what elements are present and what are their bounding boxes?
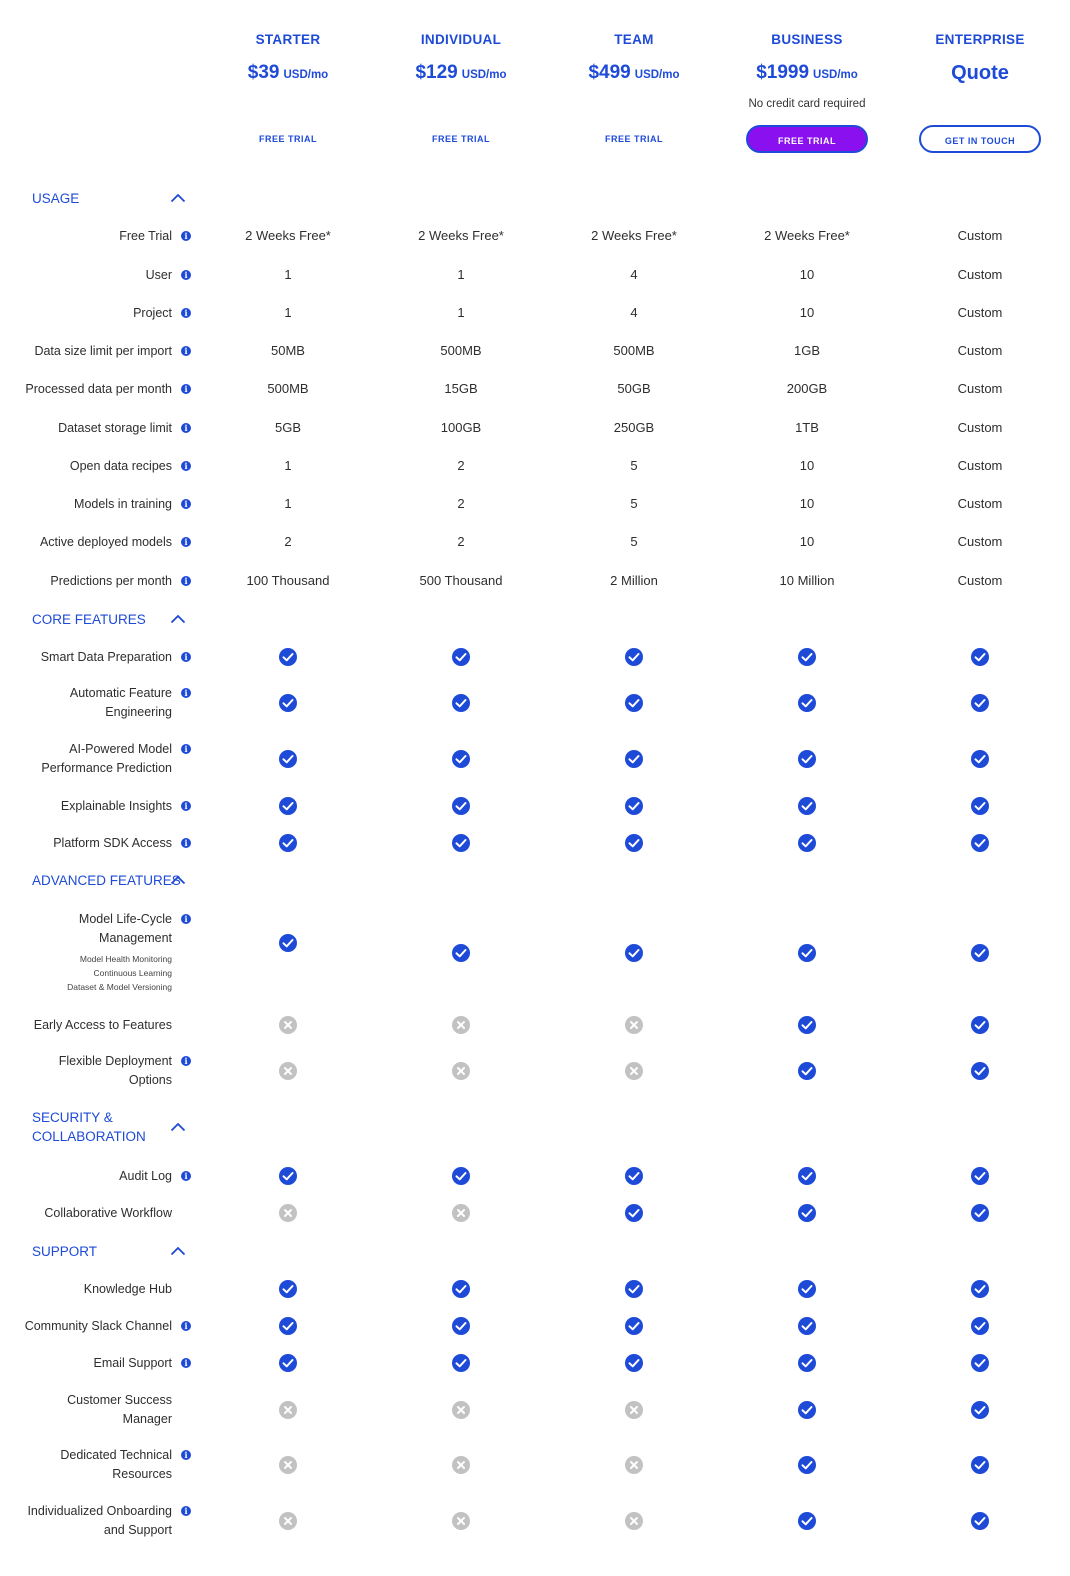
check-icon xyxy=(797,1400,817,1420)
check-icon xyxy=(451,749,471,769)
feature-label-line: Knowledge Hub xyxy=(83,1281,172,1296)
table-cell: 100GB xyxy=(440,420,482,435)
check-icon xyxy=(278,1316,298,1336)
table-cell: 1 xyxy=(284,458,292,473)
table-cell: 2 xyxy=(284,534,292,549)
table-cell: 5 xyxy=(630,496,638,511)
feature-label-line: Dataset storage limit xyxy=(58,420,172,435)
info-icon[interactable]: i xyxy=(181,914,191,924)
feature-label-line: Active deployed models xyxy=(39,534,172,549)
info-icon[interactable]: i xyxy=(181,308,191,318)
feature-label-line: Resources xyxy=(112,1467,172,1481)
feature-label-line: Individualized Onboarding xyxy=(27,1504,172,1518)
table-cell: 5 xyxy=(630,534,638,549)
info-icon[interactable]: i xyxy=(181,499,191,509)
check-icon xyxy=(278,833,298,853)
check-icon xyxy=(970,1353,990,1373)
table-cell: 500MB xyxy=(613,343,655,358)
section-title[interactable] xyxy=(32,1242,97,1261)
check-icon xyxy=(451,796,471,816)
table-cell: Custom xyxy=(957,228,1003,243)
section-title[interactable] xyxy=(32,610,146,629)
table-cell: 2 Million xyxy=(610,573,658,588)
table-cell: 2 Weeks Free* xyxy=(418,228,504,243)
plan-name: ENTERPRISE xyxy=(935,32,1025,47)
section-title-line: SECURITY & xyxy=(32,1110,113,1125)
feature-label-line: Automatic Feature xyxy=(69,686,172,700)
cross-icon xyxy=(451,1400,471,1420)
chevron-up-icon[interactable] xyxy=(170,875,186,885)
table-cell: 10 xyxy=(799,534,815,549)
check-icon xyxy=(970,796,990,816)
check-icon xyxy=(970,1511,990,1531)
table-cell: 500MB xyxy=(440,343,482,358)
info-icon[interactable]: i xyxy=(181,744,191,754)
check-icon xyxy=(797,796,817,816)
feature-label xyxy=(10,419,172,438)
table-cell: 4 xyxy=(630,305,638,320)
feature-label-line: Data size limit per import xyxy=(34,343,172,358)
cross-icon xyxy=(278,1400,298,1420)
table-cell: 100 Thousand xyxy=(246,573,330,588)
chevron-up-icon[interactable] xyxy=(170,614,186,624)
cross-icon xyxy=(278,1203,298,1223)
info-icon[interactable]: i xyxy=(181,1450,191,1460)
feature-label xyxy=(10,1204,172,1223)
table-cell: Custom xyxy=(957,381,1003,396)
plan-price xyxy=(376,62,546,84)
feature-label xyxy=(10,648,172,667)
feature-label-line: Email Support xyxy=(93,1355,172,1370)
feature-label-line: Flexible Deployment xyxy=(58,1054,172,1068)
feature-label-line: Predictions per month xyxy=(50,573,172,588)
feature-label-line: Customer Success xyxy=(67,1393,172,1407)
cross-icon xyxy=(451,1203,471,1223)
feature-label xyxy=(10,834,172,853)
table-cell: 2 xyxy=(457,496,465,511)
feature-label-line: Model Life-Cycle xyxy=(78,912,172,926)
check-icon xyxy=(624,1279,644,1299)
cross-icon xyxy=(451,1511,471,1531)
info-icon[interactable]: i xyxy=(181,652,191,662)
info-icon[interactable]: i xyxy=(181,1506,191,1516)
table-cell: 1 xyxy=(457,267,465,282)
plan-note: No credit card required xyxy=(748,98,866,110)
table-cell: Custom xyxy=(957,343,1003,358)
feature-label xyxy=(10,1016,172,1035)
check-icon xyxy=(451,1166,471,1186)
chevron-up-icon[interactable] xyxy=(170,1246,186,1256)
check-icon xyxy=(797,1203,817,1223)
feature-sub-list xyxy=(10,952,172,994)
feature-label-line: Explainable Insights xyxy=(60,798,172,813)
table-cell: 500 Thousand xyxy=(419,573,503,588)
info-icon[interactable]: i xyxy=(181,1056,191,1066)
price-amount: $1999 xyxy=(756,62,810,83)
check-icon xyxy=(970,1455,990,1475)
check-icon xyxy=(451,1279,471,1299)
info-icon[interactable]: i xyxy=(181,346,191,356)
feature-label xyxy=(10,304,172,323)
table-cell: 15GB xyxy=(444,381,478,396)
check-icon xyxy=(624,1203,644,1223)
table-cell: Custom xyxy=(957,496,1003,511)
table-cell: Custom xyxy=(957,267,1003,282)
feature-label xyxy=(10,1446,172,1484)
price-amount: $39 xyxy=(247,62,280,83)
check-icon xyxy=(797,1353,817,1373)
check-icon xyxy=(797,1455,817,1475)
check-icon xyxy=(970,693,990,713)
table-cell: 10 xyxy=(799,305,815,320)
check-icon xyxy=(278,1353,298,1373)
check-icon xyxy=(970,833,990,853)
plan-name: BUSINESS xyxy=(771,32,843,47)
table-cell: 50MB xyxy=(271,343,305,358)
plan-price xyxy=(203,62,373,84)
info-icon[interactable]: i xyxy=(181,688,191,698)
section-title[interactable] xyxy=(32,871,181,890)
info-icon[interactable]: i xyxy=(181,801,191,811)
feature-label xyxy=(10,684,172,722)
check-icon xyxy=(624,796,644,816)
price-amount: Quote xyxy=(951,62,1009,84)
feature-label xyxy=(10,797,172,816)
check-icon xyxy=(451,647,471,667)
feature-label-line: Manager xyxy=(122,1412,172,1426)
plan-price xyxy=(549,62,719,84)
feature-label-line: Audit Log xyxy=(119,1168,172,1183)
free-trial-button[interactable]: FREE TRIAL xyxy=(432,134,490,144)
info-icon[interactable]: i xyxy=(181,270,191,280)
feature-label-line: Community Slack Channel xyxy=(24,1318,172,1333)
feature-label-line: and Support xyxy=(103,1523,172,1537)
check-icon xyxy=(797,1316,817,1336)
cross-icon xyxy=(624,1455,644,1475)
table-cell: 2 xyxy=(457,534,465,549)
plan-name: INDIVIDUAL xyxy=(420,32,502,47)
feature-label-line: Models in training xyxy=(74,496,172,511)
section-title[interactable] xyxy=(32,1108,146,1146)
check-icon xyxy=(970,749,990,769)
feature-label xyxy=(10,457,172,476)
check-icon xyxy=(970,1203,990,1223)
info-icon[interactable]: i xyxy=(181,537,191,547)
table-cell: Custom xyxy=(957,305,1003,320)
table-cell: 250GB xyxy=(613,420,655,435)
section-title-line: ADVANCED FEATURES xyxy=(32,872,181,888)
cross-icon xyxy=(278,1061,298,1081)
cross-icon xyxy=(451,1015,471,1035)
check-icon xyxy=(797,943,817,963)
section-title-line: COLLABORATION xyxy=(32,1129,146,1144)
feature-sub-item: Dataset & Model Versioning xyxy=(67,982,172,992)
section-title-line: CORE FEATURES xyxy=(32,611,146,627)
check-icon xyxy=(451,693,471,713)
feature-label-line: Early Access to Features xyxy=(33,1017,172,1032)
feature-label xyxy=(10,495,172,514)
table-cell: 10 Million xyxy=(779,573,835,588)
feature-label-line: Management xyxy=(99,931,172,945)
feature-label-line: AI-Powered Model xyxy=(69,742,172,756)
check-icon xyxy=(624,647,644,667)
check-icon xyxy=(451,1316,471,1336)
check-icon xyxy=(278,933,298,953)
check-icon xyxy=(624,749,644,769)
feature-label xyxy=(10,1167,172,1186)
cross-icon xyxy=(278,1455,298,1475)
feature-label-line: Dedicated Technical xyxy=(60,1448,172,1462)
feature-label-line: Engineering xyxy=(105,705,172,719)
table-cell: Custom xyxy=(957,573,1003,588)
check-icon xyxy=(970,943,990,963)
info-icon[interactable]: i xyxy=(181,1321,191,1331)
chevron-up-icon[interactable] xyxy=(170,193,186,203)
check-icon xyxy=(970,1061,990,1081)
feature-label-line: Open data recipes xyxy=(69,458,172,473)
check-icon xyxy=(451,943,471,963)
check-icon xyxy=(797,833,817,853)
table-cell: 2 Weeks Free* xyxy=(245,228,331,243)
price-unit: USD/mo xyxy=(461,69,507,81)
feature-label xyxy=(10,342,172,361)
price-unit: USD/mo xyxy=(634,69,680,81)
check-icon xyxy=(797,693,817,713)
table-cell: 10 xyxy=(799,267,815,282)
cross-icon xyxy=(278,1511,298,1531)
check-icon xyxy=(624,943,644,963)
free-trial-button[interactable]: FREE TRIAL xyxy=(605,134,663,144)
info-icon[interactable]: i xyxy=(181,461,191,471)
check-icon xyxy=(278,796,298,816)
table-cell: 10 xyxy=(799,458,815,473)
table-cell: 2 xyxy=(457,458,465,473)
check-icon xyxy=(278,647,298,667)
feature-label xyxy=(10,1317,172,1336)
feature-label-line: Processed data per month xyxy=(25,381,172,396)
plan-price xyxy=(722,62,892,84)
free-trial-button[interactable]: FREE TRIAL xyxy=(259,134,317,144)
check-icon xyxy=(970,1279,990,1299)
feature-label-line: Collaborative Workflow xyxy=(44,1205,172,1220)
price-amount: $499 xyxy=(588,62,631,83)
feature-label xyxy=(10,910,172,994)
table-cell: 1 xyxy=(457,305,465,320)
feature-label-line: Free Trial xyxy=(119,228,172,243)
table-cell: 5 xyxy=(630,458,638,473)
check-icon xyxy=(970,647,990,667)
check-icon xyxy=(970,1166,990,1186)
feature-label-line: Options xyxy=(128,1073,172,1087)
info-icon[interactable]: i xyxy=(181,1171,191,1181)
info-icon[interactable]: i xyxy=(181,231,191,241)
table-cell: 200GB xyxy=(786,381,828,396)
section-title[interactable] xyxy=(32,189,79,208)
check-icon xyxy=(797,647,817,667)
info-icon[interactable]: i xyxy=(181,384,191,394)
table-cell: 1 xyxy=(284,305,292,320)
feature-label xyxy=(10,740,172,778)
price-unit: USD/mo xyxy=(813,69,858,81)
check-icon xyxy=(278,749,298,769)
check-icon xyxy=(797,1279,817,1299)
table-cell: 4 xyxy=(630,267,638,282)
check-icon xyxy=(970,1400,990,1420)
table-cell: Custom xyxy=(957,458,1003,473)
table-cell: Custom xyxy=(957,534,1003,549)
section-title-line: USAGE xyxy=(32,190,80,206)
table-cell: 50GB xyxy=(617,381,651,396)
info-icon[interactable]: i xyxy=(181,1358,191,1368)
table-cell: 1 xyxy=(284,267,292,282)
price-unit: USD/mo xyxy=(283,69,329,81)
table-cell: 10 xyxy=(799,496,815,511)
table-cell: 2 Weeks Free* xyxy=(591,228,677,243)
check-icon xyxy=(797,1061,817,1081)
plan-price xyxy=(895,62,1065,85)
feature-label xyxy=(10,380,172,399)
check-icon xyxy=(624,1166,644,1186)
chevron-up-icon[interactable] xyxy=(170,1122,186,1132)
feature-label-line: Project xyxy=(133,305,172,320)
check-icon xyxy=(970,1015,990,1035)
check-icon xyxy=(451,833,471,853)
feature-label xyxy=(10,1391,172,1429)
check-icon xyxy=(970,1316,990,1336)
feature-label xyxy=(10,1502,172,1540)
plan-name: TEAM xyxy=(614,32,654,47)
check-icon xyxy=(278,1279,298,1299)
info-icon[interactable]: i xyxy=(181,423,191,433)
check-icon xyxy=(278,693,298,713)
check-icon xyxy=(797,1511,817,1531)
info-icon[interactable]: i xyxy=(181,838,191,848)
feature-label xyxy=(10,572,172,591)
cross-icon xyxy=(278,1015,298,1035)
cross-icon xyxy=(451,1455,471,1475)
feature-label xyxy=(10,533,172,552)
check-icon xyxy=(451,1353,471,1373)
get-in-touch-button[interactable]: GET IN TOUCH xyxy=(919,125,1041,153)
feature-label-line: Smart Data Preparation xyxy=(40,649,172,664)
feature-label xyxy=(10,266,172,285)
feature-sub-item: Continuous Learning xyxy=(93,968,172,978)
section-title-line: SUPPORT xyxy=(32,1243,98,1259)
feature-label-line: Platform SDK Access xyxy=(53,835,172,850)
info-icon[interactable]: i xyxy=(181,576,191,586)
check-icon xyxy=(624,693,644,713)
feature-label xyxy=(10,1052,172,1090)
check-icon xyxy=(624,1353,644,1373)
feature-sub-item: Model Health Monitoring xyxy=(79,954,172,964)
cross-icon xyxy=(624,1061,644,1081)
check-icon xyxy=(624,833,644,853)
table-cell: 5GB xyxy=(274,420,301,435)
feature-label xyxy=(10,227,172,246)
check-icon xyxy=(797,749,817,769)
table-cell: 2 Weeks Free* xyxy=(764,228,850,243)
table-cell: 1GB xyxy=(793,343,820,358)
table-cell: 1 xyxy=(284,496,292,511)
price-amount: $129 xyxy=(415,62,458,83)
table-cell: 1TB xyxy=(795,420,819,435)
check-icon xyxy=(797,1015,817,1035)
free-trial-button[interactable]: FREE TRIAL xyxy=(746,125,868,153)
plan-name: STARTER xyxy=(255,32,321,47)
feature-label xyxy=(10,1354,172,1373)
cross-icon xyxy=(451,1061,471,1081)
feature-label-line: Performance Prediction xyxy=(41,761,172,775)
check-icon xyxy=(624,1316,644,1336)
cross-icon xyxy=(624,1015,644,1035)
table-cell: 500MB xyxy=(267,381,309,396)
feature-label-line: User xyxy=(145,267,172,282)
check-icon xyxy=(278,1166,298,1186)
table-cell: Custom xyxy=(957,420,1003,435)
feature-label xyxy=(10,1280,172,1299)
cross-icon xyxy=(624,1400,644,1420)
check-icon xyxy=(797,1166,817,1186)
cross-icon xyxy=(624,1511,644,1531)
